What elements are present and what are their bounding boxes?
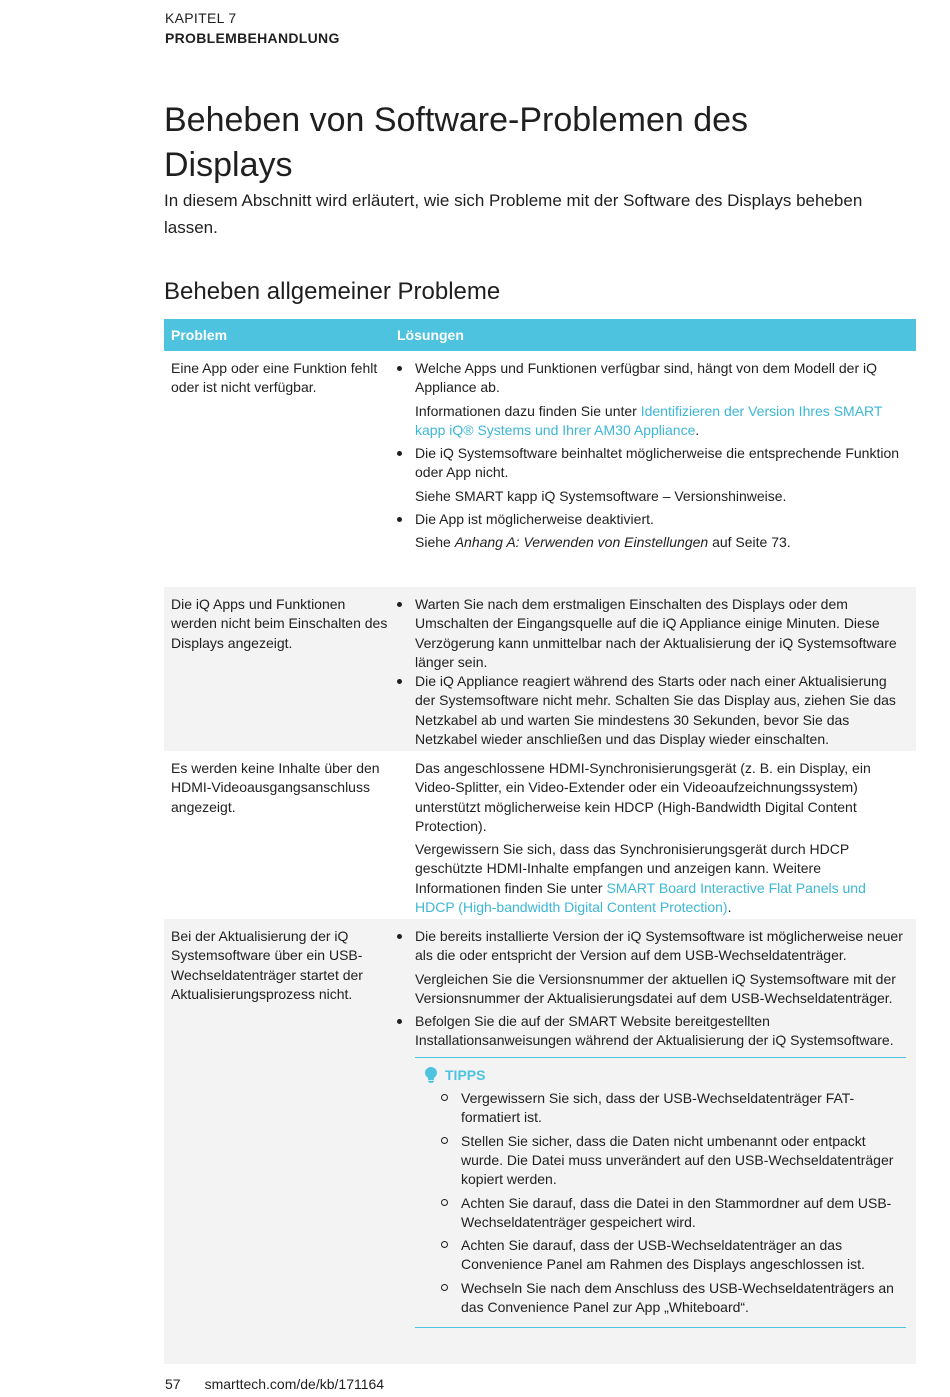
tips-label: TIPPS xyxy=(445,1066,486,1083)
table-row xyxy=(164,751,916,919)
footer-url[interactable]: smarttech.com/de/kb/171164 xyxy=(204,1376,385,1392)
note-text: Informationen dazu finden Sie unter Identifizieren der Version Ihres SMART kapp iQ® Systems und Ihrer AM30 Appliance. xyxy=(415,402,883,438)
troubleshooting-table xyxy=(164,319,916,1364)
table-row xyxy=(164,919,916,1364)
version-link[interactable]: Identifizieren der Version Ihres SMART kapp iQ® Systems und Ihrer AM30 Appliance xyxy=(415,402,883,438)
appendix-reference: Anhang A: Verwenden von Einstellungen xyxy=(454,534,709,551)
solution-text: Vergewissern Sie sich, dass das Synchronisierungsgerät durch HDCP geschützte HDMI-Inhalte empfangen und anzeigen kann. Weitere Informationen finden Sie unter SMART Board Interactive Flat Panels und HDCP (High-bandwidth Digital Content Protection). xyxy=(415,841,866,916)
column-header-solutions: Lösungen xyxy=(397,327,464,343)
page-title: Beheben von Software-Problemen des Displays xyxy=(164,101,749,184)
tip-item: Achten Sie darauf, dass der USB-Wechseldatenträger an das Convenience Panel am Rahmen des Displays angeschlossen ist. xyxy=(415,1236,906,1275)
list-item: Die bereits installierte Version der iQ Systemsoftware ist möglicherweise neuer als die oder entspricht der Version auf dem USB-Wechseldatenträger. xyxy=(390,927,906,966)
column-header-problem: Problem xyxy=(171,327,228,343)
note-text: Siehe SMART kapp iQ Systemsoftware – Versionshinweise. xyxy=(415,487,787,504)
section-label: PROBLEMBEHANDLUNG xyxy=(165,30,340,46)
table-row xyxy=(164,351,916,587)
list-item: Welche Apps und Funktionen verfügbar sind, hängt von dem Modell der iQ Appliance ab. xyxy=(390,359,906,398)
section-heading: Beheben allgemeiner Probleme xyxy=(164,278,501,305)
note-text: Siehe Anhang A: Verwenden von Einstellungen auf Seite 73. xyxy=(415,534,791,551)
note-text: Vergleichen Sie die Versionsnummer der aktuellen iQ Systemsoftware mit der Versionsnummer der Aktualisierungsdatei auf dem USB-Wechseldatenträger. xyxy=(415,970,896,1006)
list-item: Die App ist möglicherweise deaktiviert. xyxy=(390,510,906,529)
tips-box xyxy=(415,1057,906,1329)
solution-cell xyxy=(390,751,916,919)
chapter-label: KAPITEL 7 xyxy=(165,10,237,26)
problem-cell: Die iQ Apps und Funktionen werden nicht beim Einschalten des Displays angezeigt. xyxy=(171,596,388,651)
page-header xyxy=(165,8,340,48)
page-footer xyxy=(165,1376,384,1392)
tip-item: Stellen Sie sicher, dass die Daten nicht umbenannt oder entpackt wurde. Die Datei muss unverändert auf den USB-Wechseldatenträger kopiert werden. xyxy=(415,1132,906,1190)
hdcp-link[interactable]: SMART Board Interactive Flat Panels und HDCP (High-bandwidth Digital Content Protection) xyxy=(415,879,866,916)
tip-item: Achten Sie darauf, dass die Datei in den Stammordner auf dem USB-Wechseldatenträger gespeichert wird. xyxy=(415,1194,906,1233)
lightbulb-icon xyxy=(425,1067,437,1083)
list-item: Befolgen Sie die auf der SMART Website bereitgestellten Installationsanweisungen während der Aktualisierung der iQ Systemsoftware. xyxy=(390,1012,906,1051)
tips-heading xyxy=(415,1066,906,1085)
tip-item: Vergewissern Sie sich, dass der USB-Wechseldatenträger FAT-formatiert ist. xyxy=(415,1089,906,1128)
problem-cell: Bei der Aktualisierung der iQ Systemsoftware über ein USB-Wechseldatenträger startet der Aktualisierungsprozess nicht. xyxy=(171,928,363,1002)
page-number: 57 xyxy=(165,1376,181,1392)
list-item: Warten Sie nach dem erstmaligen Einschalten des Displays oder dem Umschalten der Eingangsquelle auf die iQ Appliance einige Minuten. Diese Verzögerung kann unmittelbar nach der Aktualisierung der iQ Systemsoftware länger sein. xyxy=(390,595,906,672)
problem-cell: Eine App oder eine Funktion fehlt oder ist nicht verfügbar. xyxy=(171,360,378,396)
solution-cell xyxy=(390,587,916,751)
table-header xyxy=(164,319,916,351)
solution-cell xyxy=(390,351,916,587)
tip-item: Wechseln Sie nach dem Anschluss des USB-Wechseldatenträgers an das Convenience Panel zur App „Whiteboard“. xyxy=(415,1279,906,1318)
solution-text: Das angeschlossene HDMI-Synchronisierungsgerät (z. B. ein Display, ein Video-Splitter, ein Video-Extender oder ein Videoaufzeichnungssystem) unterstützt möglicherweise kein HDCP (High-Bandwidth Digital Content Protection). xyxy=(415,760,871,834)
list-item: Die iQ Appliance reagiert während des Starts oder nach einer Aktualisierung der Systemsoftware nicht mehr. Schalten Sie das Display aus, ziehen Sie das Netzkabel ab und warten Sie mindestens 30 Sekunden, bevor Sie das Netzkabel wieder anschließen und das Display wieder einschalten. xyxy=(390,672,906,749)
problem-cell: Es werden keine Inhalte über den HDMI-Videoausgangsanschluss angezeigt. xyxy=(171,760,380,815)
solution-cell xyxy=(390,919,916,1364)
intro-text: In diesem Abschnitt wird erläutert, wie sich Probleme mit der Software des Displays beheben lassen. xyxy=(164,191,863,237)
table-row xyxy=(164,587,916,751)
list-item: Die iQ Systemsoftware beinhaltet möglicherweise die entsprechende Funktion oder App nicht. xyxy=(390,444,906,483)
